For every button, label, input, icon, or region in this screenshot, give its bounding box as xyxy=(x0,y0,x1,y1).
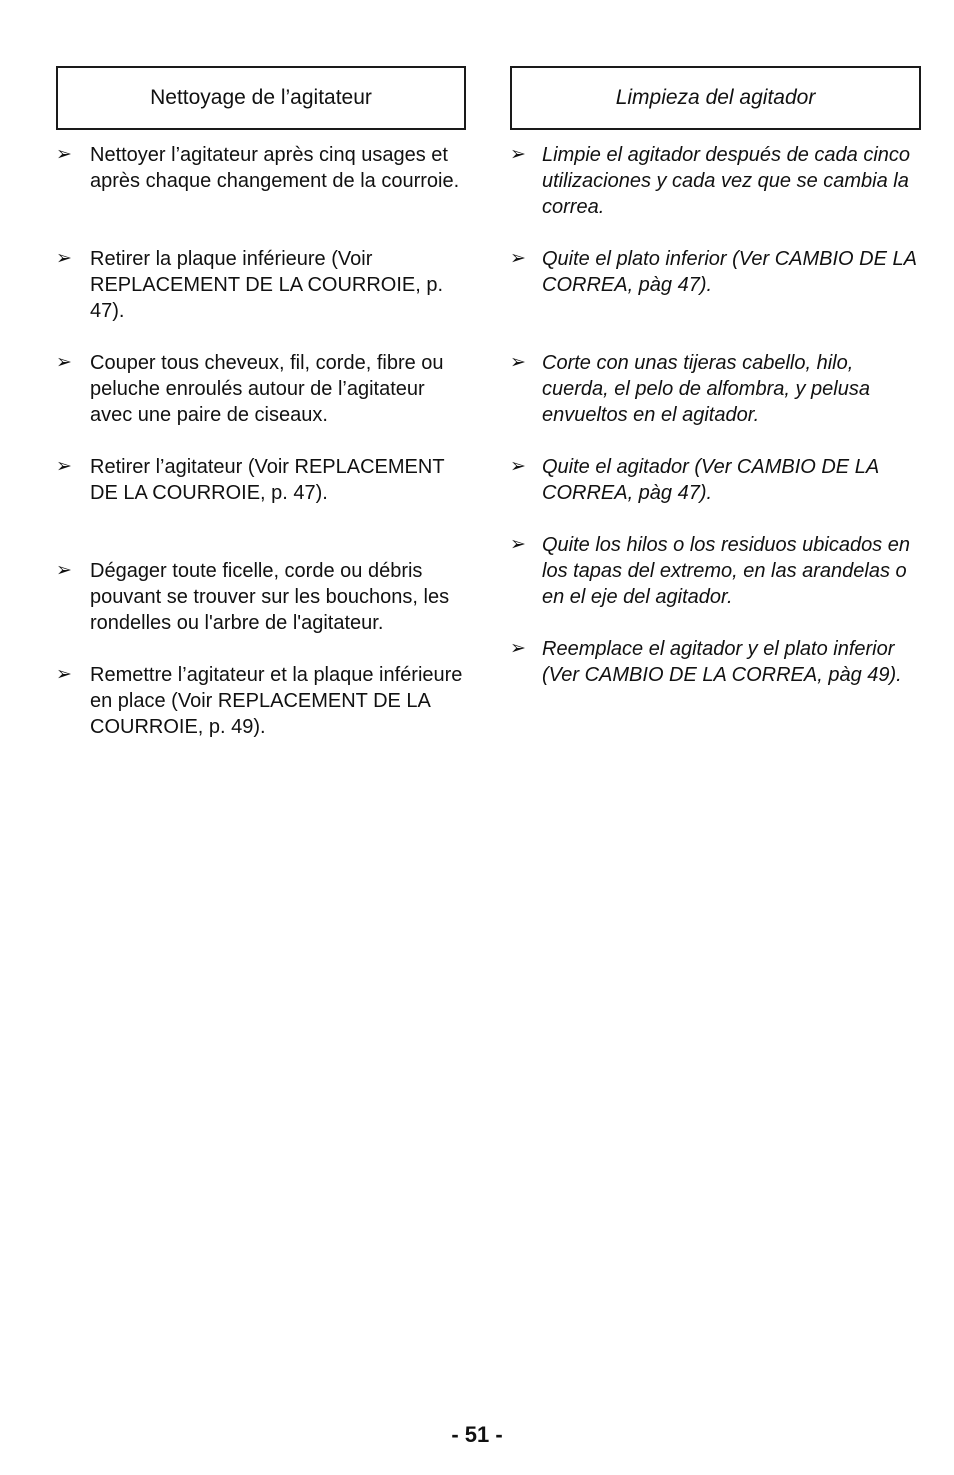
french-step-text: Dégager toute ficelle, corde ou débris pouvant se trouver sur les bouchons, les rondelles ou l'arbre de l'agitateur. xyxy=(90,560,450,634)
arrow-bullet-icon: ➢ xyxy=(56,144,72,165)
french-column xyxy=(56,66,466,738)
arrow-bullet-icon: ➢ xyxy=(510,144,526,165)
french-step-5 xyxy=(56,558,466,636)
spanish-step-5 xyxy=(510,532,921,610)
arrow-bullet-icon: ➢ xyxy=(510,352,526,373)
spanish-step-1 xyxy=(510,142,921,220)
arrow-bullet-icon: ➢ xyxy=(56,560,72,581)
spanish-step-6 xyxy=(510,636,921,688)
arrow-bullet-icon: ➢ xyxy=(56,352,72,373)
french-step-text: Couper tous cheveux, fil, corde, fibre ou peluche enroulés autour de l’agitateur avec une paire de ciseaux. xyxy=(90,352,444,426)
french-step-1 xyxy=(56,142,466,194)
spanish-section-heading xyxy=(510,66,921,130)
french-step-3 xyxy=(56,350,466,428)
arrow-bullet-icon: ➢ xyxy=(56,456,72,477)
spanish-step-text: Limpie el agitador después de cada cinco utilizaciones y cada vez que se cambia la correa. xyxy=(542,144,911,218)
page-number: - 51 - xyxy=(451,1422,503,1447)
arrow-bullet-icon: ➢ xyxy=(510,534,526,555)
spanish-step-text: Reemplace el agitador y el plato inferior (Ver CAMBIO DE LA CORREA, pàg 49). xyxy=(542,638,902,686)
arrow-bullet-icon: ➢ xyxy=(510,456,526,477)
spanish-step-text: Corte con unas tijeras cabello, hilo, cuerda, el pelo de alfombra, y pelusa envueltos en el agitador. xyxy=(542,352,870,426)
french-step-6 xyxy=(56,662,466,740)
spanish-step-text: Quite el agitador (Ver CAMBIO DE LA CORREA, pàg 47). xyxy=(542,456,879,504)
arrow-bullet-icon: ➢ xyxy=(510,248,526,269)
french-step-text: Retirer l’agitateur (Voir REPLACEMENT DE LA COURROIE, p. 47). xyxy=(90,456,445,504)
spanish-step-4 xyxy=(510,454,921,506)
spanish-step-text: Quite los hilos o los residuos ubicados en los tapas del extremo, en las arandelas o en el eje del agitador. xyxy=(542,534,910,608)
french-step-4 xyxy=(56,454,466,506)
spanish-column xyxy=(510,66,921,686)
french-step-text: Nettoyer l’agitateur après cinq usages et après chaque changement de la courroie. xyxy=(90,144,460,192)
french-step-text: Retirer la plaque inférieure (Voir REPLACEMENT DE LA COURROIE, p. 47). xyxy=(90,248,444,322)
french-step-2 xyxy=(56,246,466,324)
arrow-bullet-icon: ➢ xyxy=(56,664,72,685)
arrow-bullet-icon: ➢ xyxy=(56,248,72,269)
french-step-text: Remettre l’agitateur et la plaque inférieure en place (Voir REPLACEMENT DE LA COURROIE, p. 49). xyxy=(90,664,463,738)
spanish-heading-text: Limpieza del agitador xyxy=(615,86,816,109)
french-section-heading xyxy=(56,66,466,130)
spanish-step-2 xyxy=(510,246,921,298)
french-heading-text: Nettoyage de l’agitateur xyxy=(150,86,372,109)
spanish-step-text: Quite el plato inferior (Ver CAMBIO DE LA CORREA, pàg 47). xyxy=(542,248,917,296)
arrow-bullet-icon: ➢ xyxy=(510,638,526,659)
spanish-step-3 xyxy=(510,350,921,428)
